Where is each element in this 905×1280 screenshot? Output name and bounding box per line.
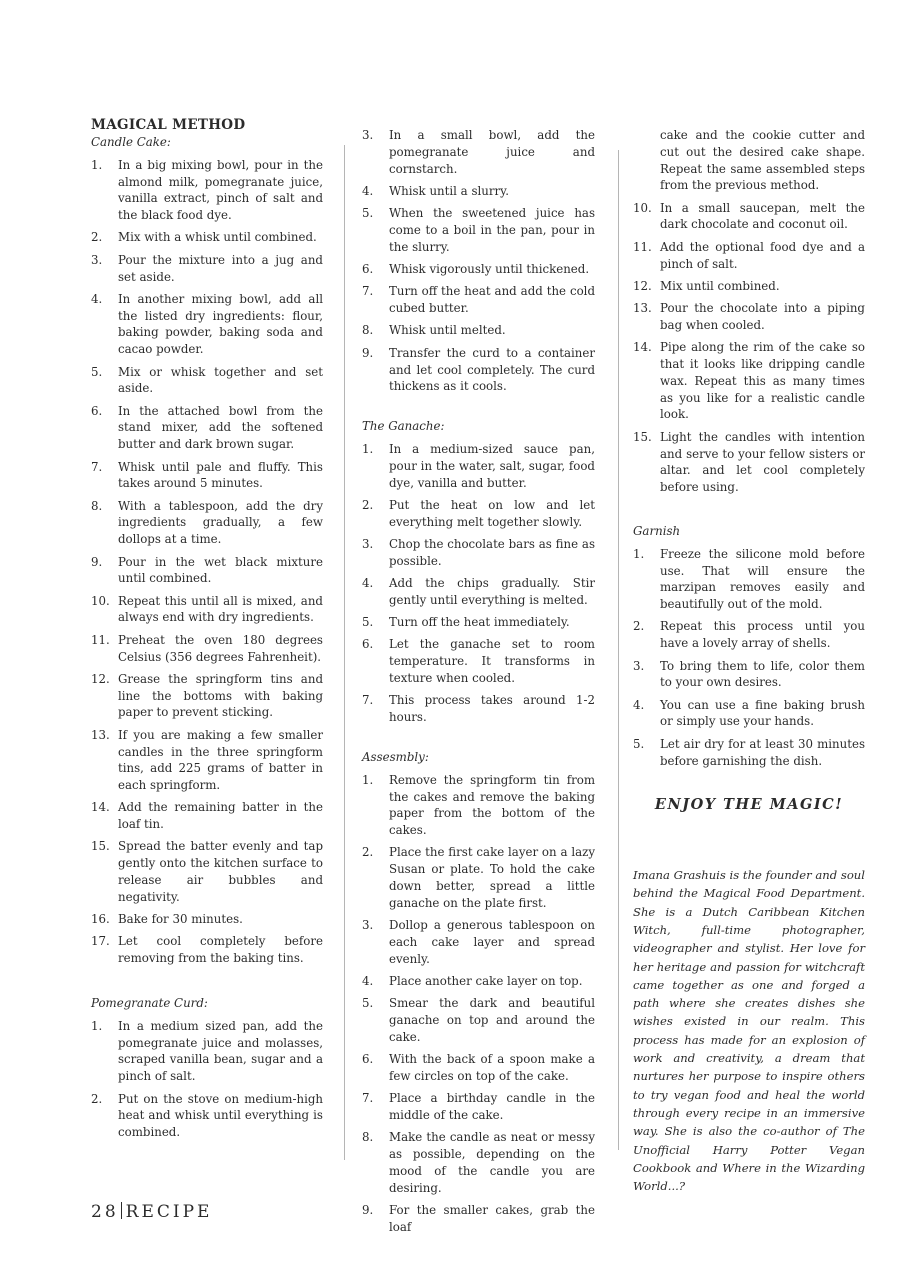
list-item bbox=[362, 1051, 595, 1085]
step-number: 1. bbox=[362, 772, 374, 787]
step-text: Let cool completely before removing from the baking tins. bbox=[118, 934, 323, 966]
list-item bbox=[91, 911, 323, 928]
step-number: 12. bbox=[633, 278, 652, 293]
list-item bbox=[91, 1091, 323, 1141]
step-number: 3. bbox=[633, 658, 645, 673]
list-item bbox=[362, 995, 595, 1045]
list-item bbox=[633, 339, 865, 423]
step-text: Place another cake layer on top. bbox=[389, 973, 583, 988]
list-item bbox=[362, 497, 595, 531]
list-item bbox=[362, 205, 595, 255]
list-item bbox=[362, 536, 595, 570]
list-item bbox=[362, 636, 595, 686]
list-item bbox=[362, 844, 595, 911]
step-text: When the sweetened juice has come to a boil in the pan, pour in the slurry. bbox=[389, 206, 595, 254]
list-item bbox=[91, 291, 323, 358]
step-text: Whisk until melted. bbox=[389, 323, 506, 338]
list-item bbox=[362, 772, 595, 839]
step-text: With a tablespoon, add the dry ingredients gradually, a few dollops at a time. bbox=[118, 498, 323, 547]
list-item bbox=[91, 593, 323, 627]
step-text: Pour the mixture into a jug and set aside. bbox=[118, 252, 323, 284]
step-text: With the back of a spoon make a few circles on top of the cake. bbox=[389, 1052, 595, 1083]
garnish-heading: Garnish bbox=[633, 523, 681, 538]
list-item bbox=[362, 127, 595, 177]
step-text: You can use a fine baking brush or simply use your hands. bbox=[660, 697, 865, 729]
step-number: 1. bbox=[633, 546, 645, 561]
step-number: 3. bbox=[91, 252, 103, 267]
step-text: Transfer the curd to a container and let cool completely. The curd thickens as it cools. bbox=[389, 345, 595, 394]
author-bio: Imana Grashuis is the founder and soul behind the Magical Food Department. She is a Dutch Caribbean Kitchen Witch, full-time photographer, videographer and stylist. Her love for her heritage and passion for witchcraft came together as one and forged a path where she creates dishes she wishes existed in our realm. This process has made for an explosion of work and creativity, a dream that nurtures her purpose to inspire others to try vegan food and heal the world through every recipe in an immersive way. She is also the co-author of The Unofficial Harry Potter Vegan Cookbook and Where in the Wizarding World...? bbox=[633, 868, 865, 1194]
list-item bbox=[362, 1202, 595, 1236]
method-heading: MAGICAL METHOD bbox=[91, 117, 246, 133]
column-divider bbox=[618, 150, 619, 1150]
step-number: 6. bbox=[362, 1052, 374, 1067]
step-number: 4. bbox=[91, 291, 103, 306]
step-number: 16. bbox=[91, 912, 110, 927]
step-number: 2. bbox=[362, 845, 374, 860]
list-item bbox=[91, 632, 323, 666]
list-item bbox=[362, 261, 595, 278]
step-number: 3. bbox=[362, 918, 374, 933]
step-text: Let the ganache set to room temperature. It transforms in texture when cooled. bbox=[389, 637, 595, 686]
list-item bbox=[633, 618, 865, 652]
step-text: Freeze the silicone mold before use. That will ensure the marzipan removes easily and beautifully out of the mold. bbox=[660, 546, 865, 612]
list-item bbox=[91, 1018, 323, 1085]
step-number: 3. bbox=[362, 128, 374, 142]
list-item bbox=[633, 736, 865, 770]
step-number: 9. bbox=[362, 1203, 374, 1218]
step-number: 5. bbox=[633, 736, 645, 751]
assembly-step-continued: cake and the cookie cutter and cut out the desired cake shape. Repeat the same assembled steps from the previous method. bbox=[660, 128, 865, 193]
candle-cake-steps bbox=[91, 157, 323, 967]
step-text: Pour in the wet black mixture until combined. bbox=[118, 554, 323, 586]
ganache-steps bbox=[362, 441, 595, 726]
step-text: Make the candle as neat or messy as possible, depending on the mood of the candle you are desiring. bbox=[389, 1130, 595, 1195]
list-item bbox=[91, 403, 323, 453]
column-3 bbox=[633, 127, 865, 1195]
step-text: Add the chips gradually. Stir gently until everything is melted. bbox=[389, 576, 595, 607]
step-number: 6. bbox=[91, 403, 103, 418]
assembly-steps bbox=[362, 772, 595, 1236]
list-item bbox=[91, 727, 323, 794]
step-number: 9. bbox=[362, 345, 374, 360]
list-item bbox=[633, 429, 865, 496]
step-text: Smear the dark and beautiful ganache on top and around the cake. bbox=[389, 996, 595, 1044]
step-text: Repeat this until all is mixed, and always end with dry ingredients. bbox=[118, 593, 323, 625]
step-text: Repeat this process until you have a lovely array of shells. bbox=[660, 619, 865, 651]
step-number: 12. bbox=[91, 671, 110, 686]
list-item bbox=[91, 252, 323, 286]
ganache-heading: The Ganache: bbox=[362, 419, 445, 434]
step-text: If you are making a few smaller candles in the three springform tins, add 225 grams of batter in each springform. bbox=[118, 727, 323, 793]
list-item bbox=[633, 546, 865, 613]
step-number: 17. bbox=[91, 934, 110, 949]
step-text: Grease the springform tins and line the bottoms with baking paper to prevent sticking. bbox=[118, 671, 323, 720]
curd-steps-continued bbox=[362, 127, 595, 395]
list-item bbox=[91, 799, 323, 833]
column-2 bbox=[362, 127, 595, 1241]
step-number: 4. bbox=[362, 183, 374, 198]
step-text: Place a birthday candle in the middle of the cake. bbox=[389, 1091, 595, 1123]
step-text: In another mixing bowl, add all the listed dry ingredients: flour, baking powder, baking soda and cacao powder. bbox=[118, 291, 323, 357]
list-item bbox=[633, 200, 865, 234]
list-item bbox=[362, 1129, 595, 1196]
step-text: To bring them to life, color them to your own desires. bbox=[660, 658, 865, 690]
step-number: 11. bbox=[633, 239, 652, 254]
list-item bbox=[91, 364, 323, 398]
step-text: Let air dry for at least 30 minutes before garnishing the dish. bbox=[660, 736, 865, 768]
step-number: 1. bbox=[362, 441, 374, 456]
step-number: 6. bbox=[362, 637, 374, 652]
step-number: 15. bbox=[633, 429, 652, 444]
list-item bbox=[362, 1090, 595, 1124]
assembly-steps-continued bbox=[633, 200, 865, 496]
list-item bbox=[362, 441, 595, 491]
step-text: Whisk until pale and fluffy. This takes around 5 minutes. bbox=[118, 459, 323, 491]
step-number: 6. bbox=[362, 262, 374, 277]
step-text: This process takes around 1-2 hours. bbox=[389, 693, 595, 725]
list-item bbox=[91, 933, 323, 967]
step-text: In a medium sized pan, add the pomegranate juice and molasses, scraped vanilla bean, sugar and a pinch of salt. bbox=[118, 1018, 323, 1084]
step-text: Mix or whisk together and set aside. bbox=[118, 364, 323, 396]
step-number: 5. bbox=[362, 996, 374, 1011]
list-item bbox=[362, 614, 595, 631]
step-number: 13. bbox=[91, 727, 110, 742]
assembly-heading: Assesmbly: bbox=[362, 749, 429, 764]
step-text: Preheat the oven 180 degrees Celsius (356 degrees Fahrenheit). bbox=[118, 632, 323, 664]
step-text: Add the optional food dye and a pinch of salt. bbox=[660, 239, 865, 271]
step-number: 1. bbox=[91, 157, 103, 172]
column-divider bbox=[344, 145, 345, 1160]
step-text: Put on the stove on medium-high heat and whisk until everything is combined. bbox=[118, 1091, 323, 1140]
step-text: Whisk until a slurry. bbox=[389, 183, 510, 198]
list-item bbox=[362, 973, 595, 990]
step-number: 5. bbox=[362, 206, 374, 221]
list-item bbox=[362, 322, 595, 339]
page-number: 28 bbox=[91, 1202, 119, 1222]
step-text: In a small bowl, add the pomegranate juice and cornstarch. bbox=[389, 128, 595, 176]
step-number: 13. bbox=[633, 301, 652, 316]
step-number: 8. bbox=[91, 498, 103, 513]
step-number: 3. bbox=[362, 536, 374, 551]
step-text: Dollop a generous tablespoon on each cake layer and spread evenly. bbox=[389, 918, 595, 966]
step-number: 9. bbox=[91, 554, 103, 569]
step-text: Mix with a whisk until combined. bbox=[118, 230, 317, 245]
step-text: For the smaller cakes, grab the loaf bbox=[389, 1203, 595, 1234]
step-text: Put the heat on low and let everything melt together slowly. bbox=[389, 497, 595, 529]
step-text: Light the candles with intention and serve to your fellow sisters or altar. and let cool completely before using. bbox=[660, 429, 865, 495]
step-number: 2. bbox=[362, 497, 374, 512]
step-text: In a small saucepan, melt the dark chocolate and coconut oil. bbox=[660, 200, 865, 232]
step-text: Add the remaining batter in the loaf tin. bbox=[118, 800, 323, 832]
list-item bbox=[91, 838, 323, 905]
section-name: RECIPE bbox=[125, 1202, 213, 1222]
pomegranate-curd-steps bbox=[91, 1018, 323, 1141]
list-item bbox=[362, 183, 595, 200]
step-text: Pour the chocolate into a piping bag when cooled. bbox=[660, 301, 865, 332]
step-text: Remove the springform tin from the cakes and remove the baking paper from the bottom of the cakes. bbox=[389, 772, 595, 838]
list-item bbox=[362, 345, 595, 395]
step-number: 4. bbox=[362, 576, 374, 591]
step-number: 7. bbox=[91, 459, 103, 474]
step-text: In a big mixing bowl, pour in the almond milk, pomegranate juice, vanilla extract, pinch of salt and the black food dye. bbox=[118, 157, 323, 223]
footer-divider bbox=[121, 1202, 122, 1219]
enjoy-heading: ENJOY THE MAGIC! bbox=[654, 796, 844, 814]
list-item bbox=[633, 278, 865, 295]
garnish-steps bbox=[633, 546, 865, 770]
step-number: 4. bbox=[633, 697, 645, 712]
step-text: Chop the chocolate bars as fine as possible. bbox=[389, 536, 595, 568]
list-item bbox=[91, 229, 323, 246]
list-item bbox=[362, 575, 595, 609]
list-item bbox=[633, 697, 865, 731]
step-number: 2. bbox=[633, 619, 645, 634]
column-1 bbox=[91, 117, 323, 1146]
step-number: 2. bbox=[91, 230, 103, 245]
list-item bbox=[91, 554, 323, 588]
list-item bbox=[633, 239, 865, 273]
step-text: Spread the batter evenly and tap gently onto the kitchen surface to release air bubbles and negativity. bbox=[118, 839, 323, 904]
page-footer bbox=[91, 1202, 212, 1222]
list-item bbox=[91, 671, 323, 721]
step-number: 2. bbox=[91, 1091, 103, 1106]
step-number: 8. bbox=[362, 1130, 374, 1145]
step-number: 5. bbox=[362, 615, 374, 630]
step-number: 14. bbox=[91, 800, 110, 815]
list-item bbox=[633, 658, 865, 692]
step-text: Bake for 30 minutes. bbox=[118, 912, 243, 927]
step-number: 5. bbox=[91, 364, 103, 379]
list-item bbox=[362, 283, 595, 317]
step-number: 10. bbox=[91, 593, 110, 608]
step-text: Pipe along the rim of the cake so that it looks like dripping candle wax. Repeat this as many times as you like for a realistic candle look. bbox=[660, 340, 865, 422]
step-text: Turn off the heat immediately. bbox=[389, 615, 570, 630]
step-number: 8. bbox=[362, 323, 374, 338]
list-item bbox=[362, 917, 595, 967]
step-text: In the attached bowl from the stand mixer, add the softened butter and dark brown sugar. bbox=[118, 403, 323, 452]
step-text: Place the first cake layer on a lazy Susan or plate. To hold the cake down better, spread a little ganache on the plate first. bbox=[389, 845, 595, 910]
step-number: 7. bbox=[362, 1091, 374, 1106]
step-number: 4. bbox=[362, 973, 374, 988]
step-number: 1. bbox=[91, 1018, 103, 1033]
list-item bbox=[91, 157, 323, 224]
step-number: 15. bbox=[91, 839, 110, 854]
step-text: Whisk vigorously until thickened. bbox=[389, 262, 590, 277]
step-text: In a medium-sized sauce pan, pour in the water, salt, sugar, food dye, vanilla and butter. bbox=[389, 441, 595, 490]
step-text: Turn off the heat and add the cold cubed butter. bbox=[389, 284, 595, 316]
step-number: 14. bbox=[633, 340, 652, 355]
pomegranate-curd-heading: Pomegranate Curd: bbox=[91, 996, 208, 1011]
step-number: 11. bbox=[91, 632, 110, 647]
step-number: 10. bbox=[633, 200, 652, 215]
step-number: 7. bbox=[362, 284, 374, 299]
list-item bbox=[91, 498, 323, 548]
step-number: 7. bbox=[362, 693, 374, 708]
list-item bbox=[633, 300, 865, 334]
candle-cake-heading: Candle Cake: bbox=[91, 135, 171, 149]
step-text: Mix until combined. bbox=[660, 278, 780, 293]
list-item bbox=[91, 459, 323, 493]
list-item bbox=[362, 692, 595, 726]
